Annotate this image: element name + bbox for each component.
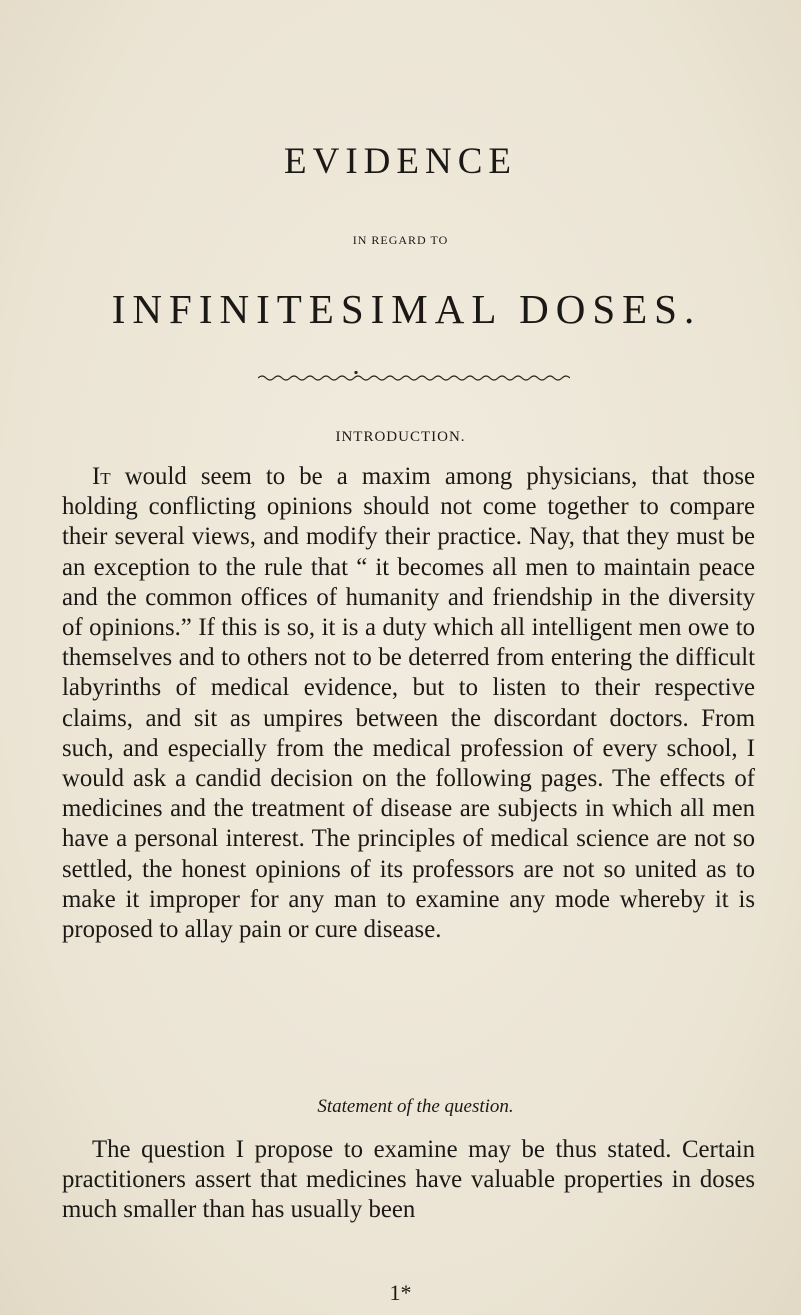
statement-heading: Statement of the question. xyxy=(317,1096,514,1117)
signature-mark: 1* xyxy=(389,1280,412,1305)
drop-word: It xyxy=(92,463,111,490)
decorative-wavy-rule xyxy=(258,370,570,382)
main-title: INFINITESIMAL DOSES. xyxy=(111,286,702,332)
title-connector: IN REGARD TO xyxy=(352,233,449,247)
page-title: EVIDENCE xyxy=(284,141,517,182)
statement-paragraph: The question I propose to examine may be thus stated. Certain practitioners assert that medicines have valuable properties in doses much smaller than has usually been xyxy=(62,1136,755,1224)
introduction-heading: INTRODUCTION. xyxy=(335,429,466,445)
introduction-paragraph-text: would seem to be a maxim among physicians, that those holding conflicting opinions should not come together to compare their several views, and modify their practice. Nay, that they must be an exception to the rule that “ it becomes all men to maintain peace and the common offices of humanity and friendship in the diversity of opinions.” If this is so, it is a duty which all intelligent men owe to themselves and to others not to be deterred from entering the difficult labyrinths of medical evidence, but to listen to their respective claims, and sit as umpires between the discordant doctors. From such, and especially from the medical profession of every school, I would ask a candid decision on the following pages. The effects of medicines and the treatment of disease are subjects in which all men have a personal interest. The principles of medical science are not so settled, the honest opinions of its professors are not so united as to make it improper for any man to examine any mode whereby it is proposed to allay pain or cure disease. xyxy=(62,463,755,944)
introduction-paragraph xyxy=(62,462,755,945)
